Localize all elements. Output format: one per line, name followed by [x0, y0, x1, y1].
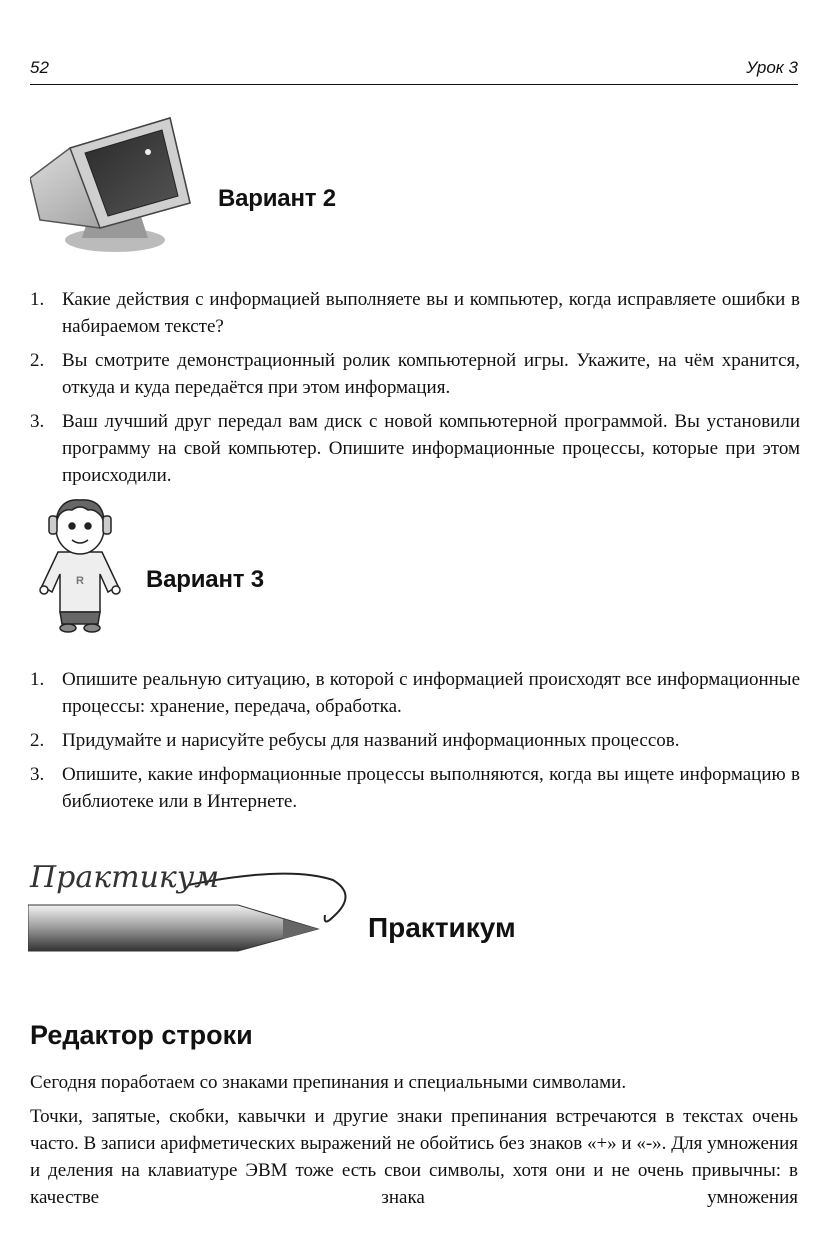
list-item: 3. Опишите, какие информационные процессы выполняются, когда вы ищете информацию в библиотеке или в Интернете.: [30, 764, 800, 812]
list-item: 1. Какие действия с информацией выполняете вы и компьютер, когда исправляете ошибки в набираемом тексте?: [30, 289, 800, 337]
monitor-illustration: [30, 108, 210, 258]
boy-with-headphones-illustration: [36, 494, 124, 636]
svg-text:R: R: [76, 575, 84, 587]
paragraph: Точки, запятые, скобки, кавычки и другие знаки препинания встречаются в текстах очень часто. В записи арифметических выражений не обойтись без знаков «+» и «-». Для умножения и деления на клавиатуре ЭВМ тоже есть свои символы, хотя они и не очень привычны: в качестве знака умножения: [30, 1106, 798, 1208]
variant-3-list: [30, 666, 800, 822]
section-title: Редактор строки: [30, 1020, 253, 1050]
variant-2-heading: Вариант 2: [218, 185, 336, 212]
paragraph: Сегодня поработаем со знаками препинания и специальными символами.: [30, 1072, 627, 1093]
list-item: 2. Вы смотрите демонстрационный ролик компьютерной игры. Укажите, на чём хранится, откуда и куда передаётся при этом информация.: [30, 350, 800, 398]
page-number: 52: [30, 58, 49, 77]
list-item: 2. Придумайте и нарисуйте ребусы для названий информационных процессов.: [30, 730, 680, 751]
variant-3-heading: Вариант 3: [146, 566, 264, 593]
page-header: [30, 58, 798, 85]
variant-2-list: [30, 286, 800, 496]
praktikum-script-text: Практикум: [30, 860, 220, 895]
list-item: 1. Опишите реальную ситуацию, в которой с информацией происходят все информационные процессы: хранение, передача, обработка.: [30, 669, 800, 717]
praktikum-pencil-logo: [28, 855, 348, 970]
list-item: 3. Ваш лучший друг передал вам диск с новой компьютерной программой. Вы установили программу на свой компьютер. Опишите информационные процессы, которые при этом происходили.: [30, 411, 800, 486]
chapter-title: Урок 3: [746, 58, 798, 77]
praktikum-heading: Практикум: [368, 912, 516, 943]
